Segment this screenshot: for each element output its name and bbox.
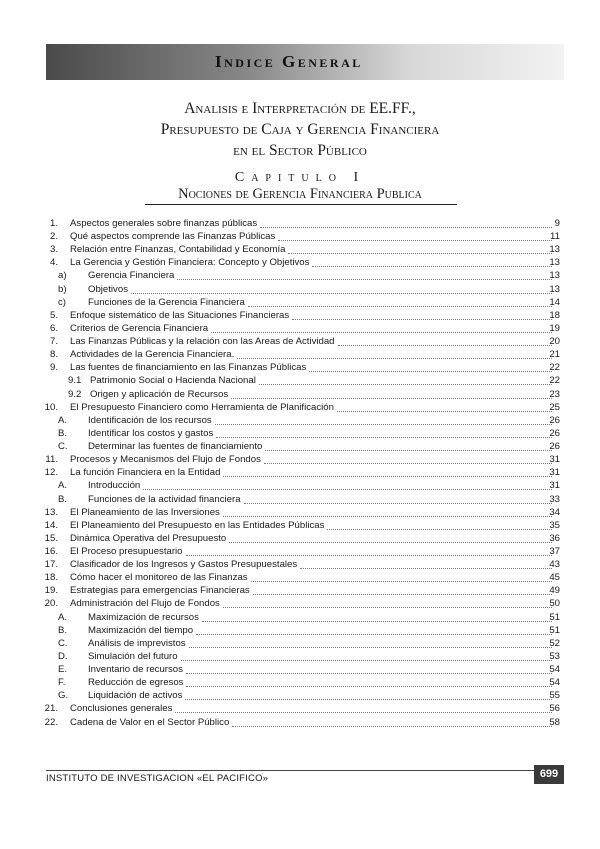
toc-entry-title: Objetivos bbox=[88, 283, 128, 295]
toc-entry-title: Funciones de la Gerencia Financiera bbox=[88, 296, 245, 308]
toc-entry-title: Las Finanzas Públicas y la relación con las Areas de Actividad bbox=[70, 336, 335, 348]
toc-entry-title: La Gerencia y Gestión Financiera: Concepto y Objetivos bbox=[70, 257, 310, 269]
toc-entry-page: 9 bbox=[554, 218, 560, 229]
toc-entry-number: B. bbox=[58, 427, 68, 439]
toc-entry-title: Origen y aplicación de Recursos bbox=[90, 388, 229, 400]
toc-entry-title: La función Financiera en la Entidad bbox=[70, 467, 221, 479]
toc-entry bbox=[0, 506, 600, 519]
toc-entry-page: 22 bbox=[549, 362, 560, 374]
toc-entry-leader bbox=[300, 567, 552, 569]
toc-entry-number: 14. bbox=[44, 519, 58, 531]
toc-entry bbox=[0, 532, 600, 545]
toc-entry-title: Relación entre Finanzas, Contabilidad y Economía bbox=[70, 244, 286, 256]
toc-entry-page: 31 bbox=[549, 467, 560, 479]
toc-entry-leader bbox=[312, 265, 552, 267]
toc-entry bbox=[0, 689, 600, 702]
toc-entry bbox=[0, 296, 600, 309]
toc-entry-number: 22. bbox=[44, 716, 58, 728]
toc-entry bbox=[0, 453, 600, 466]
toc-entry-title: Liquidación de activos bbox=[88, 690, 183, 702]
toc-entry-leader bbox=[223, 606, 552, 608]
toc-entry-leader bbox=[175, 711, 552, 713]
page-number: 699 bbox=[534, 765, 564, 784]
toc-entry-title: Clasificador de los Ingresos y Gastos Presupuestales bbox=[70, 559, 298, 571]
toc-entry-title: Cadena de Valor en el Sector Público bbox=[70, 716, 230, 728]
toc-entry-page: 37 bbox=[549, 546, 560, 557]
toc-entry-page: 26 bbox=[549, 441, 560, 453]
toc-entry-title: Las fuentes de financiamiento en las Finanzas Públicas bbox=[70, 362, 307, 374]
toc-entry-title: Análisis de imprevistos bbox=[88, 637, 186, 649]
book-title-line3: en el Sector Público bbox=[233, 142, 367, 159]
toc-entry-leader bbox=[232, 725, 552, 727]
toc-entry-page: 50 bbox=[549, 598, 560, 610]
toc-entry-leader bbox=[288, 252, 552, 254]
toc-entry-title: El Presupuesto Financiero como Herramienta de Planificación bbox=[70, 401, 334, 413]
toc-entry-number: a) bbox=[58, 270, 67, 282]
toc-entry-number: 19. bbox=[44, 585, 58, 597]
toc-entry bbox=[0, 493, 600, 506]
toc-entry bbox=[0, 283, 600, 296]
toc-entry-title: Procesos y Mecanismos del Flujo de Fondos bbox=[70, 454, 261, 466]
toc-entry-number: 9. bbox=[49, 362, 58, 374]
toc-entry-title: Maximización del tiempo bbox=[88, 624, 194, 636]
toc-entry-title: Actividades de la Gerencia Financiera. bbox=[70, 349, 235, 361]
toc-entry-page: 53 bbox=[549, 650, 560, 662]
toc-entry bbox=[0, 256, 600, 269]
chapter-label: Capitulo I bbox=[234, 170, 366, 185]
banner-title: Indice General bbox=[215, 52, 363, 71]
toc-entry-number: 12. bbox=[44, 467, 58, 479]
toc-entry-page: 22 bbox=[549, 375, 560, 387]
toc-entry bbox=[0, 624, 600, 637]
toc-entry-leader bbox=[278, 239, 552, 241]
toc-entry-number: 7. bbox=[49, 336, 58, 348]
toc-entry-leader bbox=[231, 397, 552, 399]
toc-entry-page: 33 bbox=[549, 493, 560, 505]
toc-entry-page: 54 bbox=[549, 664, 560, 676]
toc-entry-leader bbox=[253, 593, 552, 595]
toc-entry-leader bbox=[292, 318, 552, 320]
toc-entry bbox=[0, 676, 600, 689]
toc-entry bbox=[0, 427, 600, 440]
toc-entry-page: 34 bbox=[549, 506, 560, 518]
toc-entry-leader bbox=[131, 292, 552, 294]
toc-entry-number: 6. bbox=[49, 322, 58, 334]
toc-entry-number: 8. bbox=[49, 349, 58, 361]
toc-entry-leader bbox=[259, 383, 552, 385]
toc-entry-title: Simulación del futuro bbox=[88, 650, 178, 662]
toc-entry bbox=[0, 322, 600, 335]
toc-entry-leader bbox=[337, 410, 552, 412]
toc-entry bbox=[0, 374, 600, 387]
toc-entry bbox=[0, 584, 600, 597]
toc-entry-title: Maximización de recursos bbox=[88, 611, 199, 623]
toc-entry-leader bbox=[237, 357, 552, 359]
toc-entry-leader bbox=[327, 528, 552, 530]
toc-entry-leader bbox=[215, 423, 552, 425]
toc-entry-page: 36 bbox=[549, 532, 560, 544]
toc-entry-number: 20. bbox=[44, 598, 58, 610]
toc-entry-leader bbox=[260, 226, 552, 228]
toc-entry-number: 21. bbox=[44, 703, 58, 715]
toc-entry bbox=[0, 401, 600, 414]
toc-entry bbox=[0, 545, 600, 558]
toc-entry-leader bbox=[186, 554, 552, 556]
toc-entry-page: 26 bbox=[549, 414, 560, 426]
toc-entry-title: Cómo hacer el monitoreo de las Finanzas bbox=[70, 572, 248, 584]
toc-entry-title: Administración del Flujo de Fondos bbox=[70, 598, 220, 610]
toc-entry-title: Inventario de recursos bbox=[88, 664, 183, 676]
toc-entry-page: 56 bbox=[549, 703, 560, 715]
toc-entry-number: 17. bbox=[44, 559, 58, 571]
toc-entry-number: 13. bbox=[44, 506, 58, 518]
toc-entry-title: El Planeamiento de las Inversiones bbox=[70, 506, 220, 518]
toc-entry-number: 5. bbox=[49, 309, 58, 321]
toc-entry-number: F. bbox=[58, 677, 66, 689]
toc-entry-leader bbox=[185, 698, 552, 700]
toc-entry-page: 58 bbox=[549, 716, 560, 728]
toc-entry bbox=[0, 243, 600, 256]
toc-entry-number: 15. bbox=[44, 532, 58, 544]
toc-entry-title: Qué aspectos comprende las Finanzas Públicas bbox=[70, 231, 276, 243]
toc-entry-number: A. bbox=[58, 414, 68, 426]
toc-entry-title: El Planeamiento del Presupuesto en las Entidades Públicas bbox=[70, 519, 325, 531]
toc-entry-page: 21 bbox=[549, 349, 560, 361]
toc-entry-leader bbox=[211, 331, 552, 333]
toc-entry-page: 51 bbox=[549, 611, 560, 623]
toc-entry-page: 45 bbox=[549, 572, 560, 584]
toc-entry-leader bbox=[196, 633, 552, 635]
book-title bbox=[0, 98, 600, 161]
toc-entry-number: 9.2 bbox=[68, 388, 82, 400]
toc-entry-page: 31 bbox=[549, 454, 560, 466]
toc-entry-number: 9.1 bbox=[68, 375, 82, 387]
footer-institute: INSTITUTO DE INVESTIGACION «EL PACIFICO» bbox=[46, 773, 269, 784]
toc-entry bbox=[0, 440, 600, 453]
toc-entry-leader bbox=[143, 488, 552, 490]
toc-entry-number: 10. bbox=[44, 401, 58, 413]
toc-entry-page: 11 bbox=[550, 231, 560, 243]
toc-entry-leader bbox=[181, 659, 552, 661]
toc-entry-number: A. bbox=[58, 480, 68, 492]
toc-entry-number: B. bbox=[58, 493, 68, 505]
toc-entry bbox=[0, 597, 600, 610]
toc-entry-title: Criterios de Gerencia Financiera bbox=[70, 322, 209, 334]
toc-entry-number: A. bbox=[58, 611, 68, 623]
book-title-line2: Presupuesto de Caja y Gerencia Financiera bbox=[160, 121, 440, 138]
toc-entry-page: 52 bbox=[549, 637, 560, 649]
toc-entry bbox=[0, 650, 600, 663]
toc-entry-title: Identificar los costos y gastos bbox=[88, 427, 214, 439]
toc-entry-number: 3. bbox=[49, 244, 58, 256]
toc-entry bbox=[0, 414, 600, 427]
toc-entry-number: 16. bbox=[44, 546, 58, 557]
toc-entry-number: b) bbox=[58, 283, 67, 295]
toc-entry-number: G. bbox=[58, 690, 69, 702]
toc-entry-title: Estrategias para emergencias Financieras bbox=[70, 585, 250, 597]
chapter-title: Nociones de Gerencia Financiera Publica bbox=[178, 186, 422, 202]
toc-entry-title: El Proceso presupuestario bbox=[70, 546, 183, 557]
toc-entry bbox=[0, 335, 600, 348]
toc-entry-title: Conclusiones generales bbox=[70, 703, 173, 715]
chapter-divider bbox=[145, 204, 457, 205]
toc-entry bbox=[0, 466, 600, 479]
toc-entry bbox=[0, 361, 600, 374]
toc-entry-title: Funciones de la actividad financiera bbox=[88, 493, 241, 505]
toc-entry-number: 2. bbox=[49, 231, 58, 243]
toc-entry-page: 31 bbox=[549, 480, 560, 492]
toc-entry-leader bbox=[251, 580, 552, 582]
toc-entry-number: 11. bbox=[45, 454, 58, 466]
toc-entry-number: 4. bbox=[49, 257, 58, 269]
toc-entry-leader bbox=[223, 475, 552, 477]
toc-entry-title: Determinar las fuentes de financiamiento bbox=[88, 441, 263, 453]
toc-entry-leader bbox=[216, 436, 552, 438]
toc-entry bbox=[0, 217, 600, 230]
toc-entry bbox=[0, 309, 600, 322]
toc-entry-title: Identificación de los recursos bbox=[88, 414, 212, 426]
toc-entry-leader bbox=[186, 672, 552, 674]
toc-entry bbox=[0, 348, 600, 361]
toc-entry-leader bbox=[223, 515, 552, 517]
toc-entry-number: C. bbox=[58, 637, 68, 649]
toc-entry-number: D. bbox=[58, 650, 68, 662]
toc-entry-page: 43 bbox=[549, 559, 560, 571]
toc-entry-page: 13 bbox=[549, 283, 560, 295]
toc-entry-number: 1. bbox=[49, 218, 58, 229]
toc-entry-page: 20 bbox=[549, 336, 560, 348]
toc-entry-page: 49 bbox=[549, 585, 560, 597]
book-title-line1: Analisis e Interpretación de EE.FF., bbox=[184, 100, 416, 117]
toc-entry-number: B. bbox=[58, 624, 68, 636]
toc-entry bbox=[0, 716, 600, 729]
toc-entry-leader bbox=[177, 278, 552, 280]
toc-entry-title: Patrimonio Social o Hacienda Nacional bbox=[90, 375, 256, 387]
toc-entry-page: 51 bbox=[549, 624, 560, 636]
toc-entry bbox=[0, 611, 600, 624]
footer-divider bbox=[46, 770, 534, 771]
toc-entry-page: 55 bbox=[549, 690, 560, 702]
toc-entry bbox=[0, 519, 600, 532]
toc-entry-page: 13 bbox=[549, 244, 560, 256]
toc-entry bbox=[0, 663, 600, 676]
toc-entry bbox=[0, 479, 600, 492]
toc-entry-leader bbox=[202, 620, 552, 622]
toc-entry bbox=[0, 637, 600, 650]
toc-entry-page: 14 bbox=[549, 296, 560, 308]
toc-entry-title: Gerencia Financiera bbox=[88, 270, 175, 282]
toc-entry bbox=[0, 702, 600, 715]
toc-entry-number: 18. bbox=[44, 572, 58, 584]
toc-entry bbox=[0, 269, 600, 282]
toc-entry-leader bbox=[338, 344, 552, 346]
toc-entry-page: 13 bbox=[549, 270, 560, 282]
toc-entry-title: Dinámica Operativa del Presupuesto bbox=[70, 532, 227, 544]
toc-entry-page: 54 bbox=[549, 677, 560, 689]
toc-entry-leader bbox=[265, 449, 552, 451]
toc-entry-leader bbox=[244, 502, 552, 504]
toc-entry-leader bbox=[186, 685, 552, 687]
toc-entry bbox=[0, 388, 600, 401]
toc-entry bbox=[0, 571, 600, 584]
toc-entry-leader bbox=[248, 305, 552, 307]
toc-entry-leader bbox=[309, 370, 552, 372]
toc-entry-page: 13 bbox=[549, 257, 560, 269]
toc-entry-number: E. bbox=[58, 664, 68, 676]
toc-entry-page: 19 bbox=[549, 322, 560, 334]
toc-entry-number: C. bbox=[58, 441, 68, 453]
toc-entry-page: 18 bbox=[549, 309, 560, 321]
toc-entry-leader bbox=[189, 646, 552, 648]
toc-entry-page: 23 bbox=[549, 388, 560, 400]
toc-entry-leader bbox=[229, 541, 552, 543]
toc-entry-page: 26 bbox=[549, 427, 560, 439]
toc-entry bbox=[0, 230, 600, 243]
toc-entry-title: Enfoque sistemático de las Situaciones Financieras bbox=[70, 309, 290, 321]
toc-entry-title: Aspectos generales sobre finanzas públicas bbox=[70, 218, 258, 229]
toc-entry-page: 35 bbox=[549, 519, 560, 531]
toc-entry-leader bbox=[264, 462, 552, 464]
toc-entry bbox=[0, 558, 600, 571]
toc-entry-number: c) bbox=[58, 296, 66, 308]
toc-entry-page: 25 bbox=[549, 401, 560, 413]
toc-entry-title: Introducción bbox=[88, 480, 141, 492]
toc-entry-title: Reducción de egresos bbox=[88, 677, 184, 689]
